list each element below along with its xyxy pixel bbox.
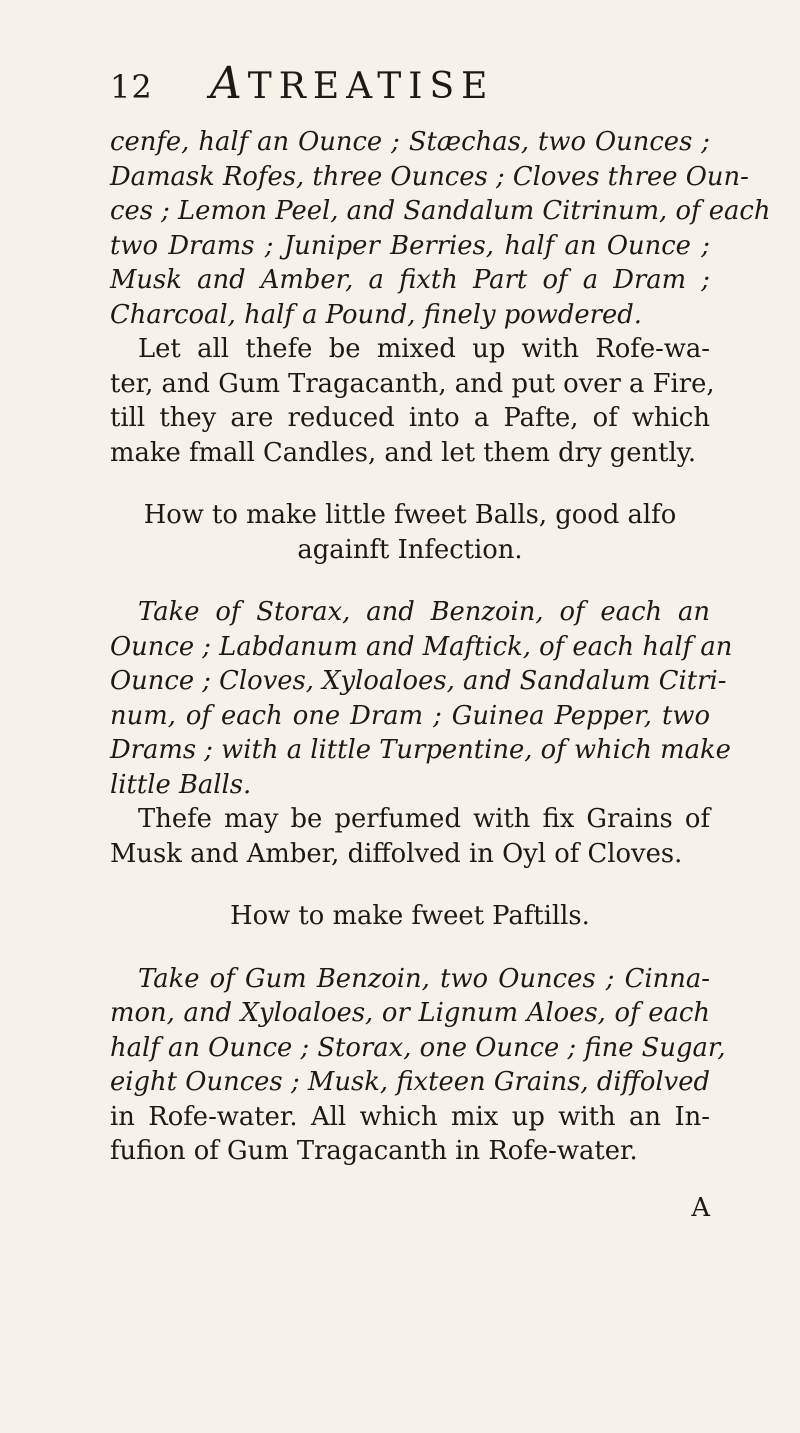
text-line: mon, and Xyloaloes, or Lignum Aloes, of each: [110, 998, 710, 1028]
text-line: two Drams ; Juniper Berries, half an Ounce ;: [110, 230, 710, 261]
section-heading-balls: How to make little fweet Balls, good alfo: [143, 500, 677, 530]
text-line: eight Ounces ; Musk, fixteen Grains, diffolved: [110, 1067, 710, 1097]
text-line: in Rofe-water. All which mix up with an In-: [110, 1101, 710, 1132]
running-title-lead: A: [210, 58, 242, 109]
running-header: [110, 58, 730, 108]
text-line: Charcoal, half a Pound, finely powdered.: [110, 299, 642, 330]
page-number: 12: [110, 68, 153, 106]
text-line: cenfe, half an Ounce ; Stæchas, two Ounces ;: [110, 127, 710, 157]
text-line: ter, and Gum Tragacanth, and put over a Fire,: [110, 368, 715, 399]
catchword: A: [691, 1192, 710, 1223]
text-line: Ounce ; Cloves, Xyloaloes, and Sandalum Citri-: [110, 666, 727, 696]
text-line: Ounce ; Labdanum and Maftick, of each half an: [110, 631, 733, 662]
text-line: num, of each one Dram ; Guinea Pepper, two: [110, 700, 710, 731]
text-line: Musk and Amber, diffolved in Oyl of Cloves.: [110, 838, 683, 869]
text-line: Take of Storax, and Benzoin, of each an: [138, 597, 710, 627]
running-title-rest: TREATISE: [247, 66, 495, 107]
text-line: Thefe may be perfumed with fix Grains of: [138, 804, 710, 834]
text-line: Let all thefe be mixed up with Rofe-wa-: [138, 334, 710, 364]
text-line: Damask Rofes, three Ounces ; Cloves three Oun-: [110, 161, 749, 192]
text-line: half an Ounce ; Storax, one Ounce ; fine Sugar,: [110, 1032, 726, 1063]
section-heading-balls-cont: againft Infection.: [297, 534, 523, 565]
text-line: ces ; Lemon Peel, and Sandalum Citrinum, of each: [110, 196, 771, 226]
section-heading-pastills: How to make fweet Paftills.: [230, 901, 590, 931]
text-line: till they are reduced into a Pafte, of which: [110, 403, 710, 433]
text-line: fufion of Gum Tragacanth in Rofe-water.: [110, 1136, 638, 1166]
running-title: [210, 58, 730, 109]
text-line: Drams ; with a little Turpentine, of which make: [110, 735, 731, 765]
text-line: make fmall Candles, and let them dry gently.: [110, 437, 697, 468]
page-body: [110, 125, 771, 1231]
text-line: little Balls.: [110, 769, 252, 800]
text-line: Musk and Amber, a fixth Part of a Dram ;: [110, 265, 710, 295]
text-line: Take of Gum Benzoin, two Ounces ; Cinna-: [138, 963, 710, 994]
